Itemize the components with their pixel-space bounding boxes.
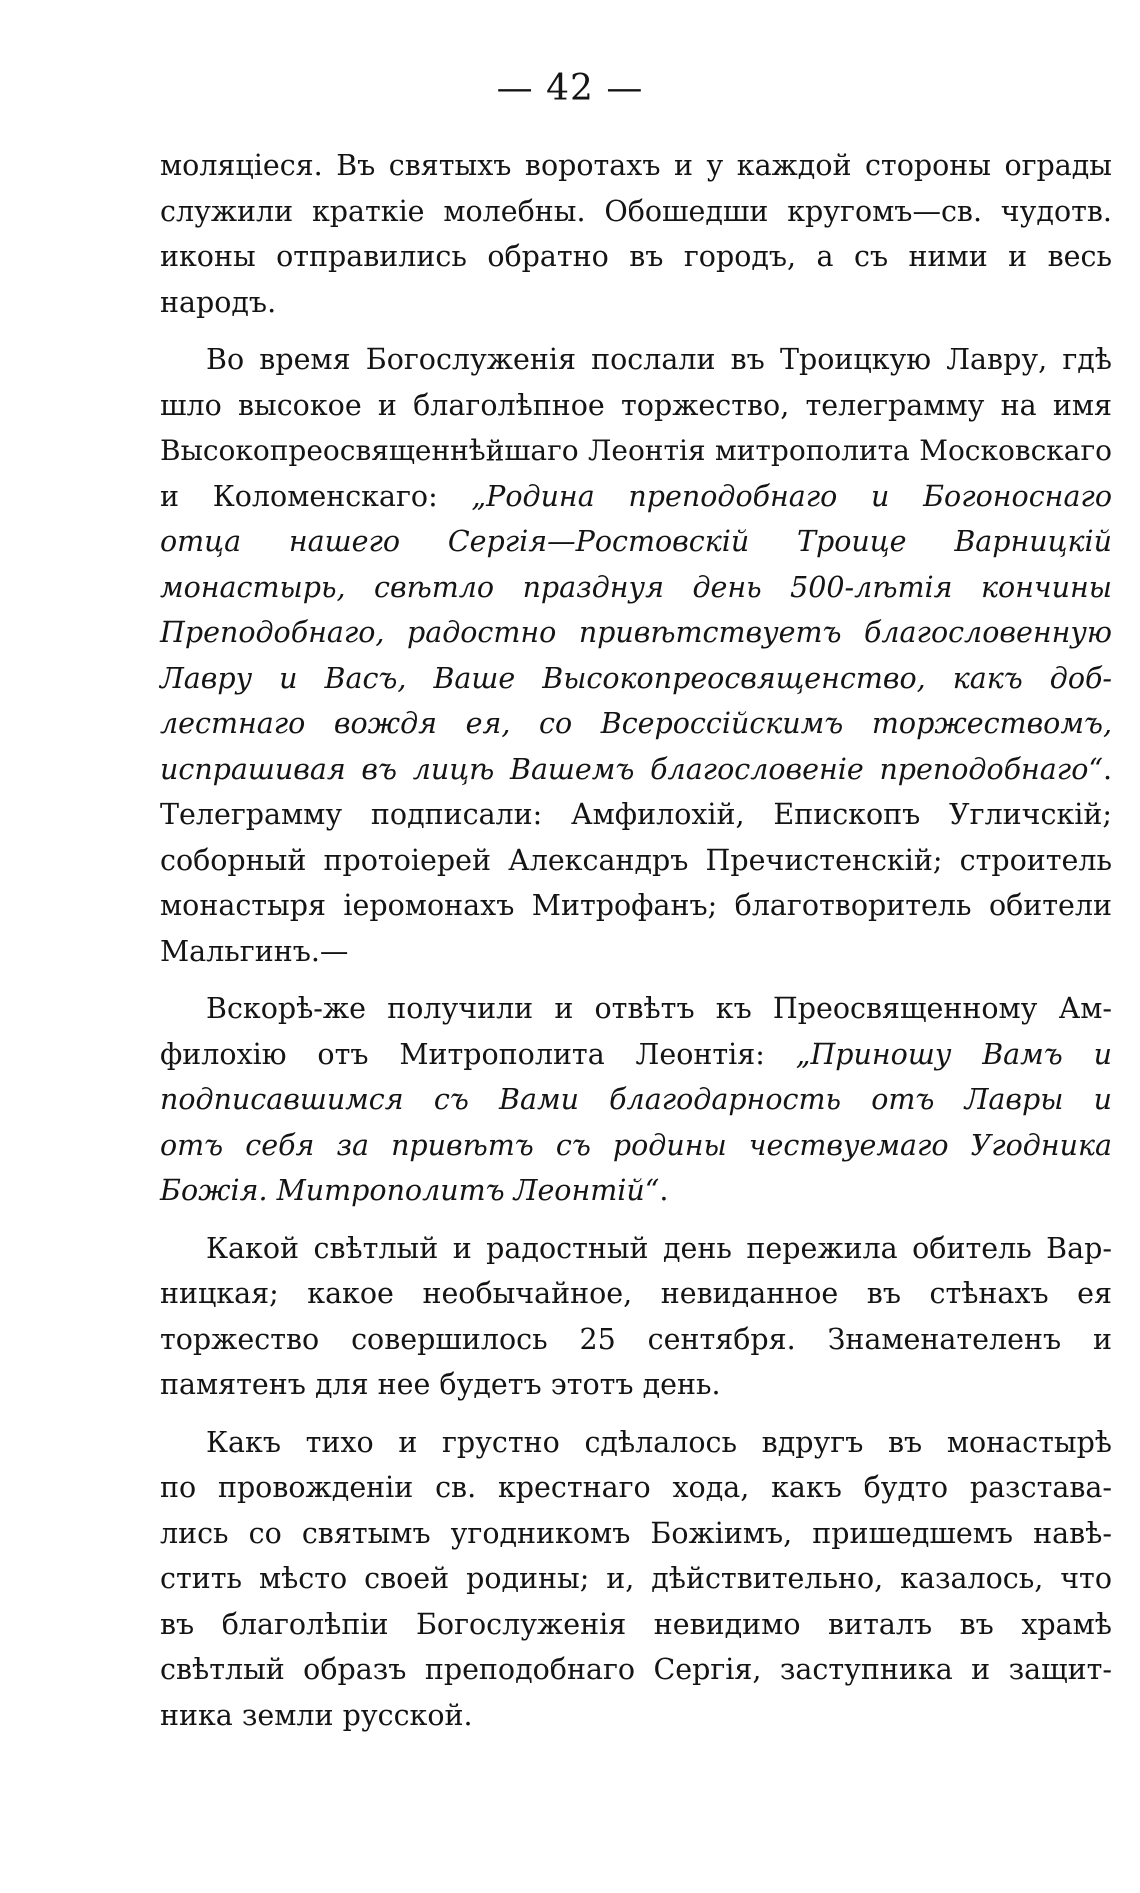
text-line-quote: отца нашего Сергія—Ростовскій Троице Варницкій	[160, 525, 1112, 558]
text-line: филохію отъ Митрополита Леонтія: „Приношу Вамъ и	[160, 1037, 1112, 1071]
text-line: моляціеся. Въ святыхъ воротахъ и у каждой стороны ограды	[160, 149, 1112, 182]
text-line-quote: испрашивая въ лицѣ Вашемъ благословеніе преподобнаго“.	[160, 752, 1112, 786]
text-line: шло высокое и благолѣпное торжество, телеграмму на имя	[160, 388, 1112, 422]
text-line: памятенъ для нее будетъ этотъ день.	[160, 1368, 721, 1401]
text-line: Вскорѣ-же получили и отвѣтъ къ Преосвященному Ам-	[206, 992, 1112, 1025]
text-line-quote: лестнаго вождя ея, со Всероссійскимъ торжествомъ,	[160, 707, 1112, 740]
text-line: ника земли русской.	[160, 1698, 473, 1732]
text-line-quote: Божія. Митрополитъ Леонтій“.	[160, 1174, 669, 1207]
text-line-quote: Преподобнаго, радостно привѣтствуетъ благословенную	[160, 616, 1112, 649]
text-line: лись со святымъ угодникомъ Божіимъ, пришедшемъ навѣ-	[160, 1516, 1112, 1550]
text-line: торжество совершилось 25 сентября. Знаменателенъ и	[160, 1322, 1112, 1356]
text-line-quote: Лавру и Васъ, Ваше Высокопреосвященство, какъ доб-	[160, 661, 1112, 695]
text-line: ницкая; какое необычайное, невиданное въ стѣнахъ ея	[160, 1277, 1112, 1310]
body-text	[160, 143, 1112, 1738]
text-line: стить мѣсто своей родины; и, дѣйствительно, казалось, что	[160, 1562, 1112, 1595]
text-line: служили краткіе молебны. Обошедши кругомъ—св. чудотв.	[160, 194, 1112, 228]
text-line: иконы отправились обратно въ городъ, а съ ними и весь	[160, 240, 1112, 273]
text-line-quote: подписавшимся съ Вами благодарность отъ Лавры и	[160, 1083, 1112, 1116]
text-line: народъ.	[160, 285, 277, 319]
text-line-quote: монастырь, свѣтло празднуя день 500-лѣтія кончины	[160, 570, 1112, 604]
text-line: и Коломенскаго: „Родина преподобнаго и Богоноснаго	[160, 479, 1112, 513]
text-line-quote: отъ себя за привѣтъ съ родины чествуемаго Угодника	[160, 1128, 1112, 1162]
text-line: по провожденіи св. крестнаго хода, какъ будто разстава-	[160, 1471, 1112, 1504]
text-line: свѣтлый образъ преподобнаго Сергія, заступника и защит-	[160, 1653, 1112, 1686]
text-line: монастыря іеромонахъ Митрофанъ; благотворитель обители	[160, 889, 1112, 922]
text-line: Какъ тихо и грустно сдѣлалось вдругъ въ монастырѣ	[206, 1425, 1112, 1459]
text-line: Мальгинъ.—	[160, 934, 349, 968]
text-line: Высокопреосвященнѣйшаго Леонтія митрополита Московскаго	[160, 434, 1112, 467]
text-line: Телеграмму подписали: Амфилохій, Епископъ Угличскій;	[160, 798, 1112, 831]
text-line: Какой свѣтлый и радостный день пережила обитель Вар-	[206, 1231, 1112, 1265]
text-line: въ благолѣпіи Богослуженія невидимо виталъ въ храмѣ	[160, 1607, 1112, 1641]
text-line: соборный протоіерей Александръ Пречистенскій; строитель	[160, 843, 1112, 877]
text-line: Во время Богослуженія послали въ Троицкую Лавру, гдѣ	[206, 343, 1112, 376]
page-number: — 42 —	[496, 68, 644, 109]
